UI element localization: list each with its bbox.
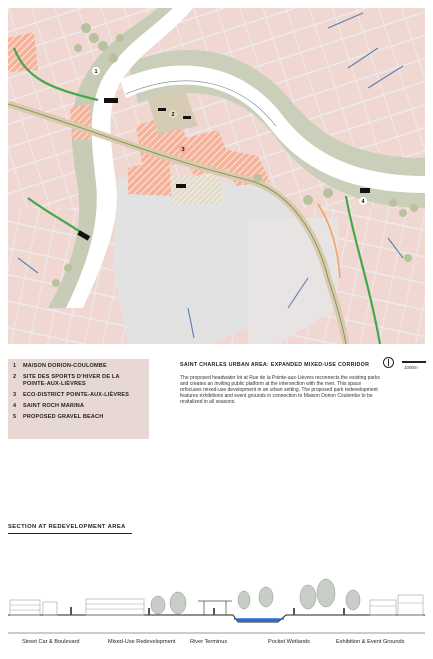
svg-text:2: 2 — [171, 112, 175, 118]
section-zone-label: Mixed-Use Redevelopment — [108, 639, 176, 645]
legend-number: 2 — [13, 374, 17, 380]
legend-label: PROPOSED GRAVEL BEACH — [23, 414, 104, 420]
site-plan-map — [8, 8, 425, 344]
legend-item — [13, 414, 144, 421]
project-description — [180, 362, 380, 405]
exhibition-ground — [170, 176, 222, 204]
section-figures — [70, 607, 345, 615]
project-title: SAINT CHARLES URBAN AREA: EXPANDED MIXED-USE CORRIDOR — [180, 362, 370, 368]
legend-number: 1 — [13, 363, 17, 369]
bridge-marker — [158, 108, 166, 111]
legend-item — [13, 403, 144, 410]
legend-label: SAINT ROCH MARINA — [23, 403, 85, 409]
bridge-marker — [176, 184, 186, 188]
legend-label: MAISON DORION-COULOMBE — [23, 363, 107, 369]
development-parcel-west — [8, 32, 38, 72]
section-title: SECTION AT REDEVELOPMENT AREA — [8, 524, 126, 530]
scale-bar — [402, 361, 426, 363]
legend-item — [13, 392, 144, 399]
map-legend — [8, 359, 149, 439]
legend-item — [13, 374, 144, 388]
bridge-marker — [183, 116, 191, 119]
bridge-marker — [360, 188, 370, 193]
section-zone-label: Exhibition & Event Grounds — [336, 639, 405, 645]
section-trees — [151, 579, 360, 614]
legend-label: ECO-DISTRICT POINTE-AUX-LIÈVRES — [23, 392, 130, 398]
svg-text:3: 3 — [181, 147, 185, 153]
section-buildings-right — [370, 595, 423, 615]
svg-text:4: 4 — [361, 199, 365, 205]
section-zone-label: River Terminus — [190, 639, 228, 645]
section-buildings-left — [10, 599, 144, 615]
svg-text:1: 1 — [94, 69, 98, 75]
section-zone-label: Pocket Wetlands — [268, 639, 310, 645]
section-title-rule — [8, 533, 132, 534]
legend-number: 3 — [13, 392, 17, 398]
legend-number: 4 — [13, 403, 17, 409]
section-ground-line — [8, 615, 425, 622]
bridge-marker — [104, 98, 118, 103]
map-marker-4 — [359, 197, 367, 205]
project-description-text: The proposed headwater lot at Rue de la Pointe-aux-Lièvres reconnects the existing parks and creates an inviting public platform at the intersection with the river. This space refocuses mixed-use development in an urban setting. The proposed park redevelopment features exhibitions and event grounds in connection to Maison Dorion Coulombe to be revitalized in all seasons. — [180, 375, 380, 405]
legend-item — [13, 363, 144, 370]
map-marker-1 — [92, 67, 100, 75]
section-drawing — [8, 575, 425, 635]
north-arrow-icon — [383, 357, 394, 368]
scale-label: 1000m — [404, 365, 418, 370]
legend-number: 5 — [13, 414, 17, 420]
map-marker-2 — [169, 110, 177, 118]
section-zone-label: Street Car & Boulevard — [22, 639, 80, 645]
map-marker-3 — [179, 145, 187, 153]
north-arrow-needle — [388, 359, 389, 366]
legend-label: SITE DES SPORTS D'HIVER DE LA POINTE-AUX-LIÈVRES — [23, 374, 120, 387]
